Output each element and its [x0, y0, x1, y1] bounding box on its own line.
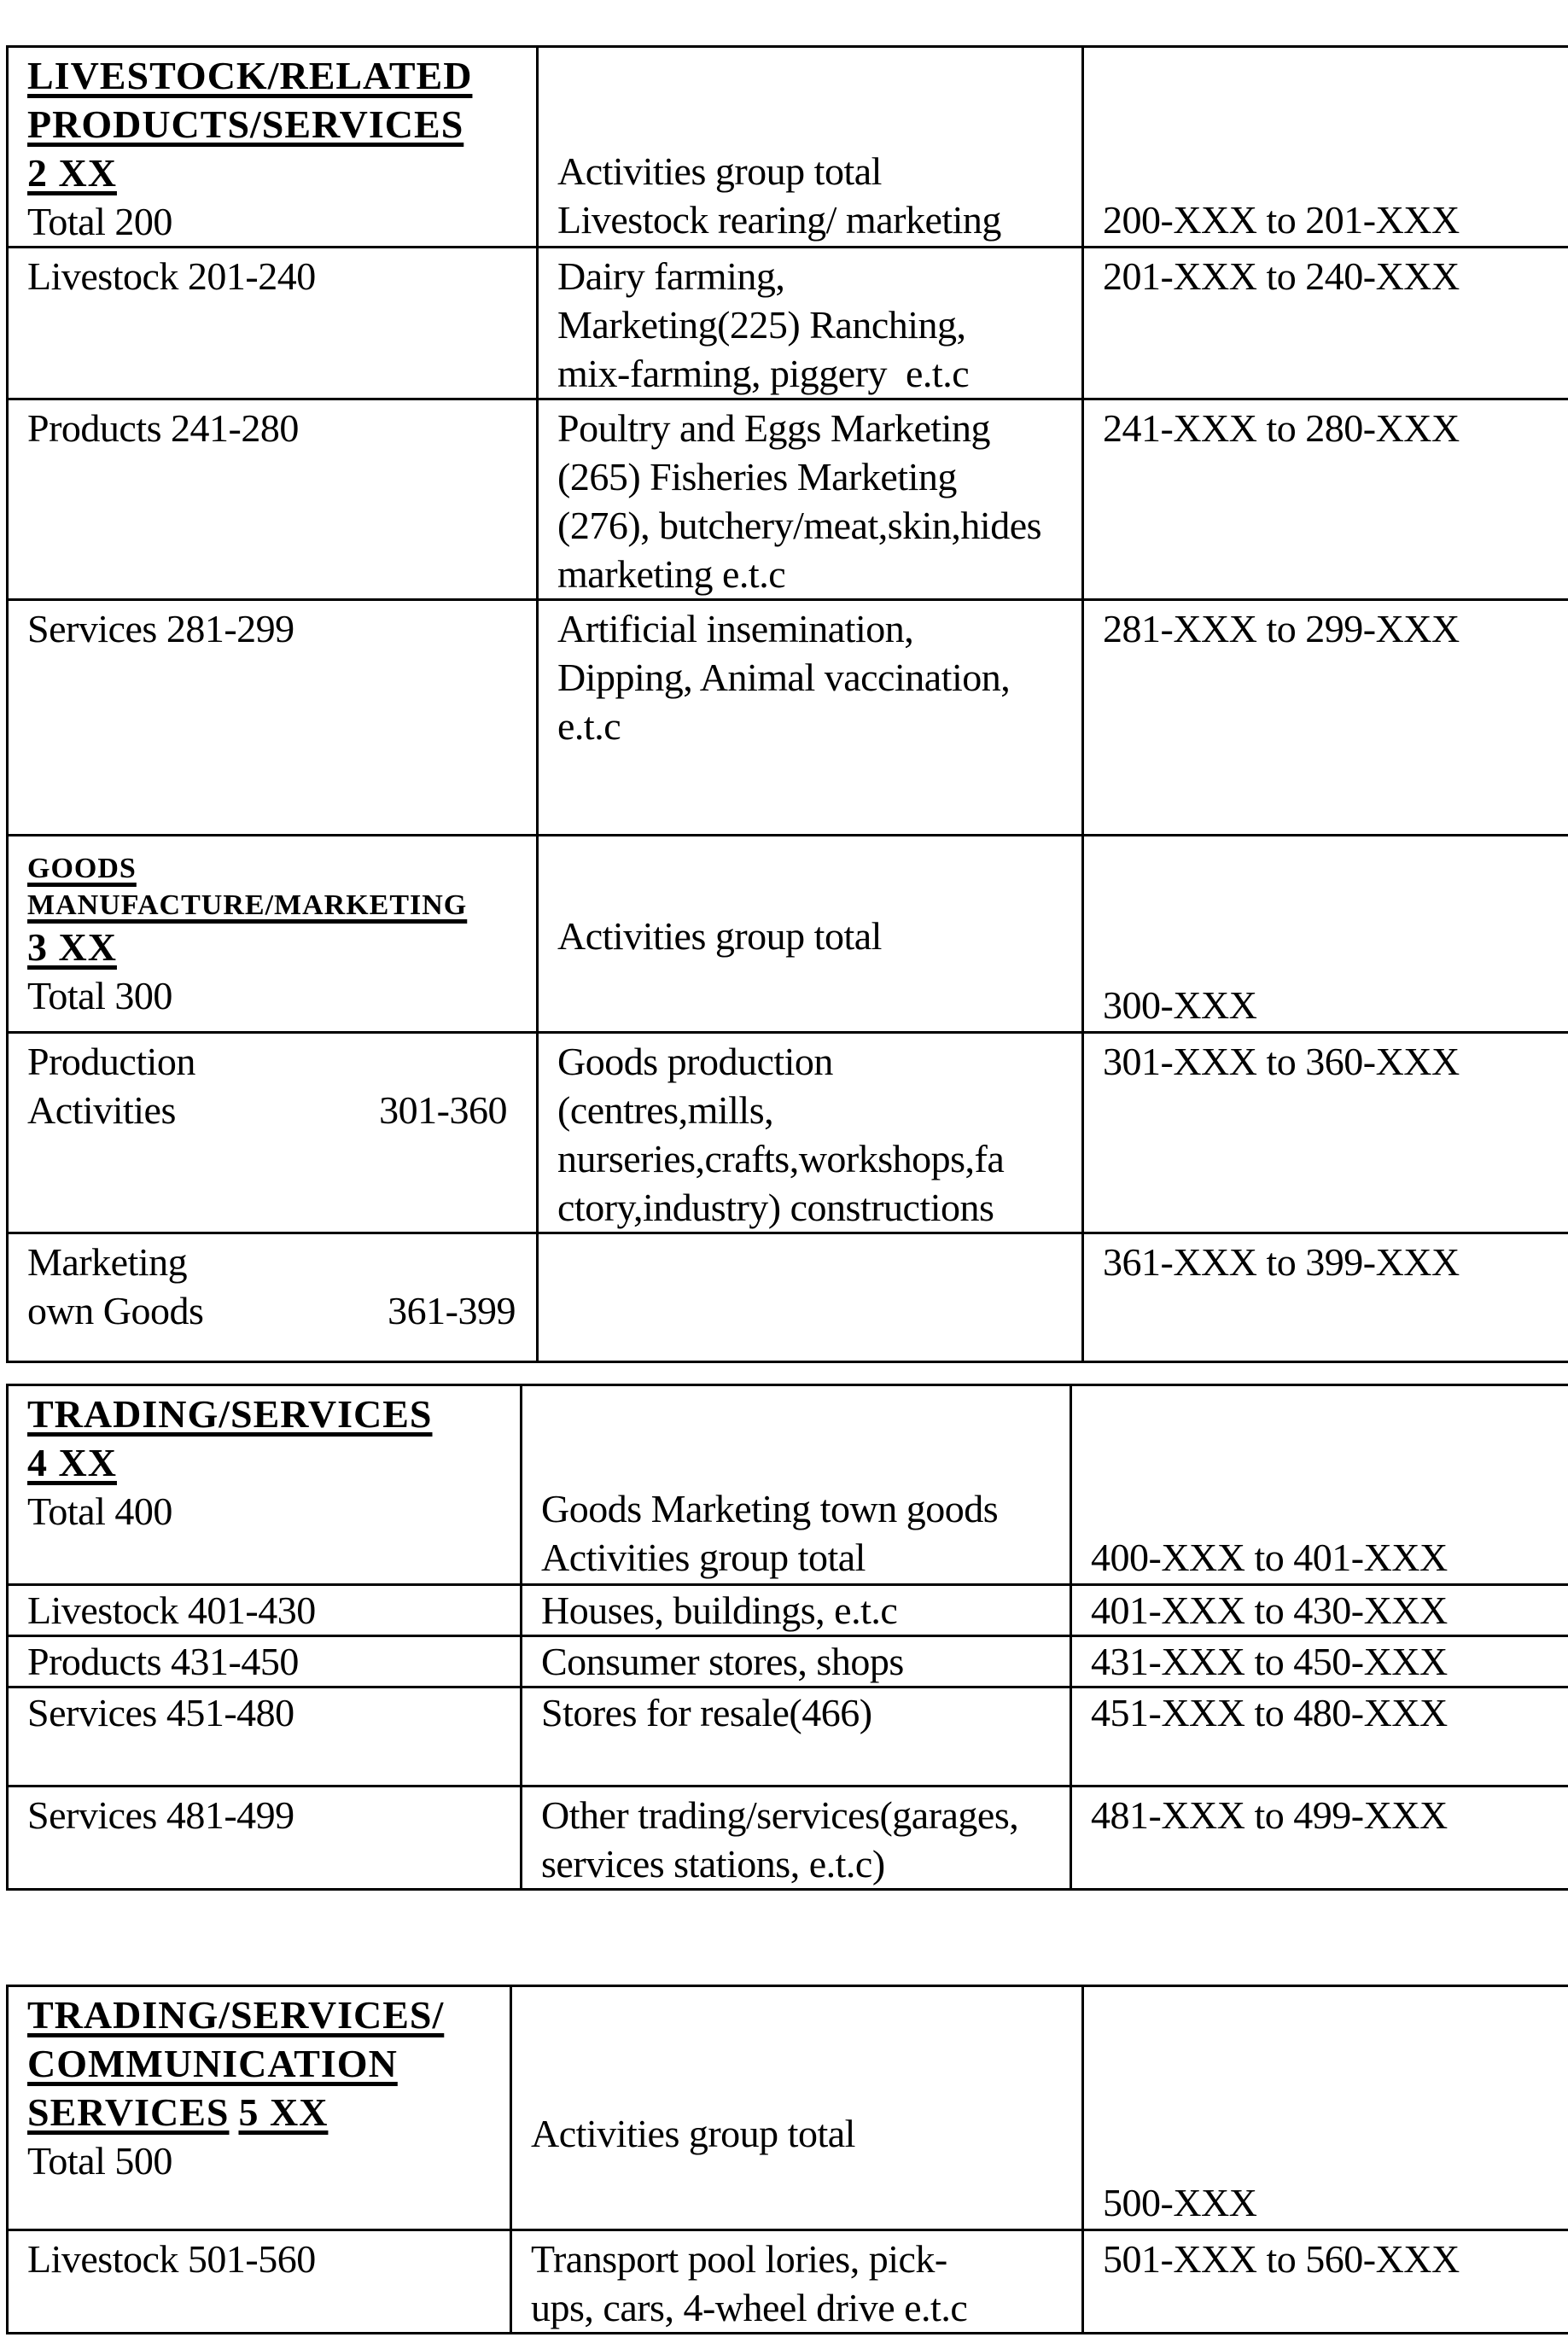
table-row — [8, 1687, 1568, 1787]
description-line: Dipping, Animal vaccination, — [557, 656, 1011, 699]
table-row — [8, 1787, 1568, 1890]
description-cell: Houses, buildings, e.t.c — [522, 1585, 1071, 1636]
group-heading: LIVESTOCK/RELATED — [27, 54, 473, 97]
code-range-cell: 400-XXX to 401-XXX — [1071, 1385, 1568, 1585]
group-heading: SERVICES — [27, 2090, 230, 2134]
label-cell — [8, 1233, 538, 1362]
label-line: Marketing — [27, 1240, 188, 1284]
label-range: 301-360 — [379, 1088, 507, 1132]
table-row — [8, 2230, 1568, 2334]
description-line: ctory,industry) constructions — [557, 1186, 994, 1229]
table-row — [8, 1585, 1568, 1636]
table-row — [8, 1233, 1568, 1362]
label-cell: Services 281-299 — [8, 600, 538, 836]
group-code: 3 XX — [27, 925, 117, 969]
group-code: 2 XX — [27, 151, 117, 195]
description-line: (276), butchery/meat,skin,hides — [557, 504, 1042, 547]
code-range-cell: 481-XXX to 499-XXX — [1071, 1787, 1568, 1890]
label-line: Production — [27, 1040, 195, 1083]
description-cell — [538, 47, 1083, 248]
description-line: nurseries,crafts,workshops,fa — [557, 1137, 1005, 1180]
description-cell — [538, 600, 1083, 836]
description-line: Artificial insemination, — [557, 607, 914, 650]
group-heading: GOODS — [27, 853, 137, 884]
label-cell: Livestock 201-240 — [8, 248, 538, 399]
description-cell — [522, 1787, 1071, 1890]
group-header-cell — [8, 836, 538, 1033]
code-range-cell: 501-XXX to 560-XXX — [1083, 2230, 1568, 2334]
label-cell: Livestock 501-560 — [8, 2230, 511, 2334]
table-row — [8, 600, 1568, 836]
description-line: Activities group total — [557, 913, 882, 958]
description-line: Transport pool lories, pick- — [531, 2237, 947, 2281]
description-line: services stations, e.t.c) — [541, 1842, 885, 1886]
description-line: Poultry and Eggs Marketing — [557, 406, 990, 450]
group-heading: TRADING/SERVICES — [27, 1392, 433, 1436]
description-line: e.t.c — [557, 704, 621, 748]
code-range-cell: 451-XXX to 480-XXX — [1071, 1687, 1568, 1787]
code-range-cell: 500-XXX — [1083, 1986, 1568, 2230]
description-cell — [511, 2230, 1083, 2334]
group-header-cell — [8, 47, 538, 248]
label-cell: Products 431-450 — [8, 1636, 522, 1687]
description-line: Goods production — [557, 1040, 833, 1083]
description-line: Livestock rearing/ marketing — [557, 198, 1001, 242]
description-line: marketing e.t.c — [557, 552, 786, 596]
table-row-2xx-total — [8, 47, 1568, 248]
group-total-label: Total 200 — [27, 200, 172, 243]
group-header-cell — [8, 1385, 522, 1585]
label-range: 361-399 — [388, 1289, 516, 1332]
group-code: 5 XX — [238, 2090, 329, 2134]
label-line-with-range — [27, 1086, 519, 1134]
code-range-cell: 301-XXX to 360-XXX — [1083, 1033, 1568, 1233]
code-range-cell: 361-XXX to 399-XXX — [1083, 1233, 1568, 1362]
label-cell: Services 481-499 — [8, 1787, 522, 1890]
group-code: 4 XX — [27, 1441, 117, 1484]
table-row-5xx-total — [8, 1986, 1568, 2230]
group-header-cell — [8, 1986, 511, 2230]
description-cell — [538, 399, 1083, 600]
livestock-goods-table — [6, 45, 1568, 1363]
table-row — [8, 248, 1568, 399]
group-total-label: Total 300 — [27, 974, 172, 1017]
description-line: Marketing(225) Ranching, — [557, 303, 966, 347]
description-cell — [538, 1233, 1083, 1362]
description-cell — [538, 1033, 1083, 1233]
table-row-4xx-total — [8, 1385, 1568, 1585]
code-range-cell: 241-XXX to 280-XXX — [1083, 399, 1568, 600]
code-range-cell: 401-XXX to 430-XXX — [1071, 1585, 1568, 1636]
group-heading: MANUFACTURE/MARKETING — [27, 889, 468, 921]
description-line: Activities group total — [531, 2112, 855, 2155]
description-line: Other trading/services(garages, — [541, 1793, 1019, 1837]
communication-services-table — [6, 1985, 1568, 2334]
description-line: Activities group total — [541, 1536, 866, 1579]
label-cell: Livestock 401-430 — [8, 1585, 522, 1636]
table-row — [8, 1636, 1568, 1687]
description-line: Goods Marketing town goods — [541, 1487, 999, 1530]
table-row-3xx-total — [8, 836, 1568, 1033]
code-range-cell: 200-XXX to 201-XXX — [1083, 47, 1568, 248]
label-cell: Services 451-480 — [8, 1687, 522, 1787]
description-cell — [538, 248, 1083, 399]
table-row — [8, 399, 1568, 600]
label-line-with-range — [27, 1286, 519, 1335]
description-cell: Consumer stores, shops — [522, 1636, 1071, 1687]
description-line: Dairy farming, — [557, 254, 785, 298]
label-cell: Products 241-280 — [8, 399, 538, 600]
description-cell — [538, 836, 1083, 1033]
code-range-cell: 281-XXX to 299-XXX — [1083, 600, 1568, 836]
description-line: Activities group total — [557, 149, 882, 193]
label-line: own Goods — [27, 1289, 204, 1332]
label-line: Activities — [27, 1088, 176, 1132]
description-cell: Stores for resale(466) — [522, 1687, 1071, 1787]
code-range-cell: 300-XXX — [1083, 836, 1568, 1033]
group-heading: COMMUNICATION — [27, 2042, 398, 2085]
trading-services-table — [6, 1384, 1568, 1891]
group-total-label: Total 500 — [27, 2139, 172, 2183]
description-cell — [522, 1385, 1071, 1585]
description-line: (centres,mills, — [557, 1088, 774, 1132]
label-cell — [8, 1033, 538, 1233]
description-line: mix-farming, piggery e.t.c — [557, 352, 970, 395]
group-total-label: Total 400 — [27, 1489, 172, 1533]
description-line: (265) Fisheries Marketing — [557, 455, 957, 498]
code-range-cell: 431-XXX to 450-XXX — [1071, 1636, 1568, 1687]
code-range-cell: 201-XXX to 240-XXX — [1083, 248, 1568, 399]
description-line: ups, cars, 4-wheel drive e.t.c — [531, 2286, 968, 2329]
table-row — [8, 1033, 1568, 1233]
description-cell — [511, 1986, 1083, 2230]
group-heading: PRODUCTS/SERVICES — [27, 102, 464, 146]
group-heading: TRADING/SERVICES/ — [27, 1993, 445, 2037]
